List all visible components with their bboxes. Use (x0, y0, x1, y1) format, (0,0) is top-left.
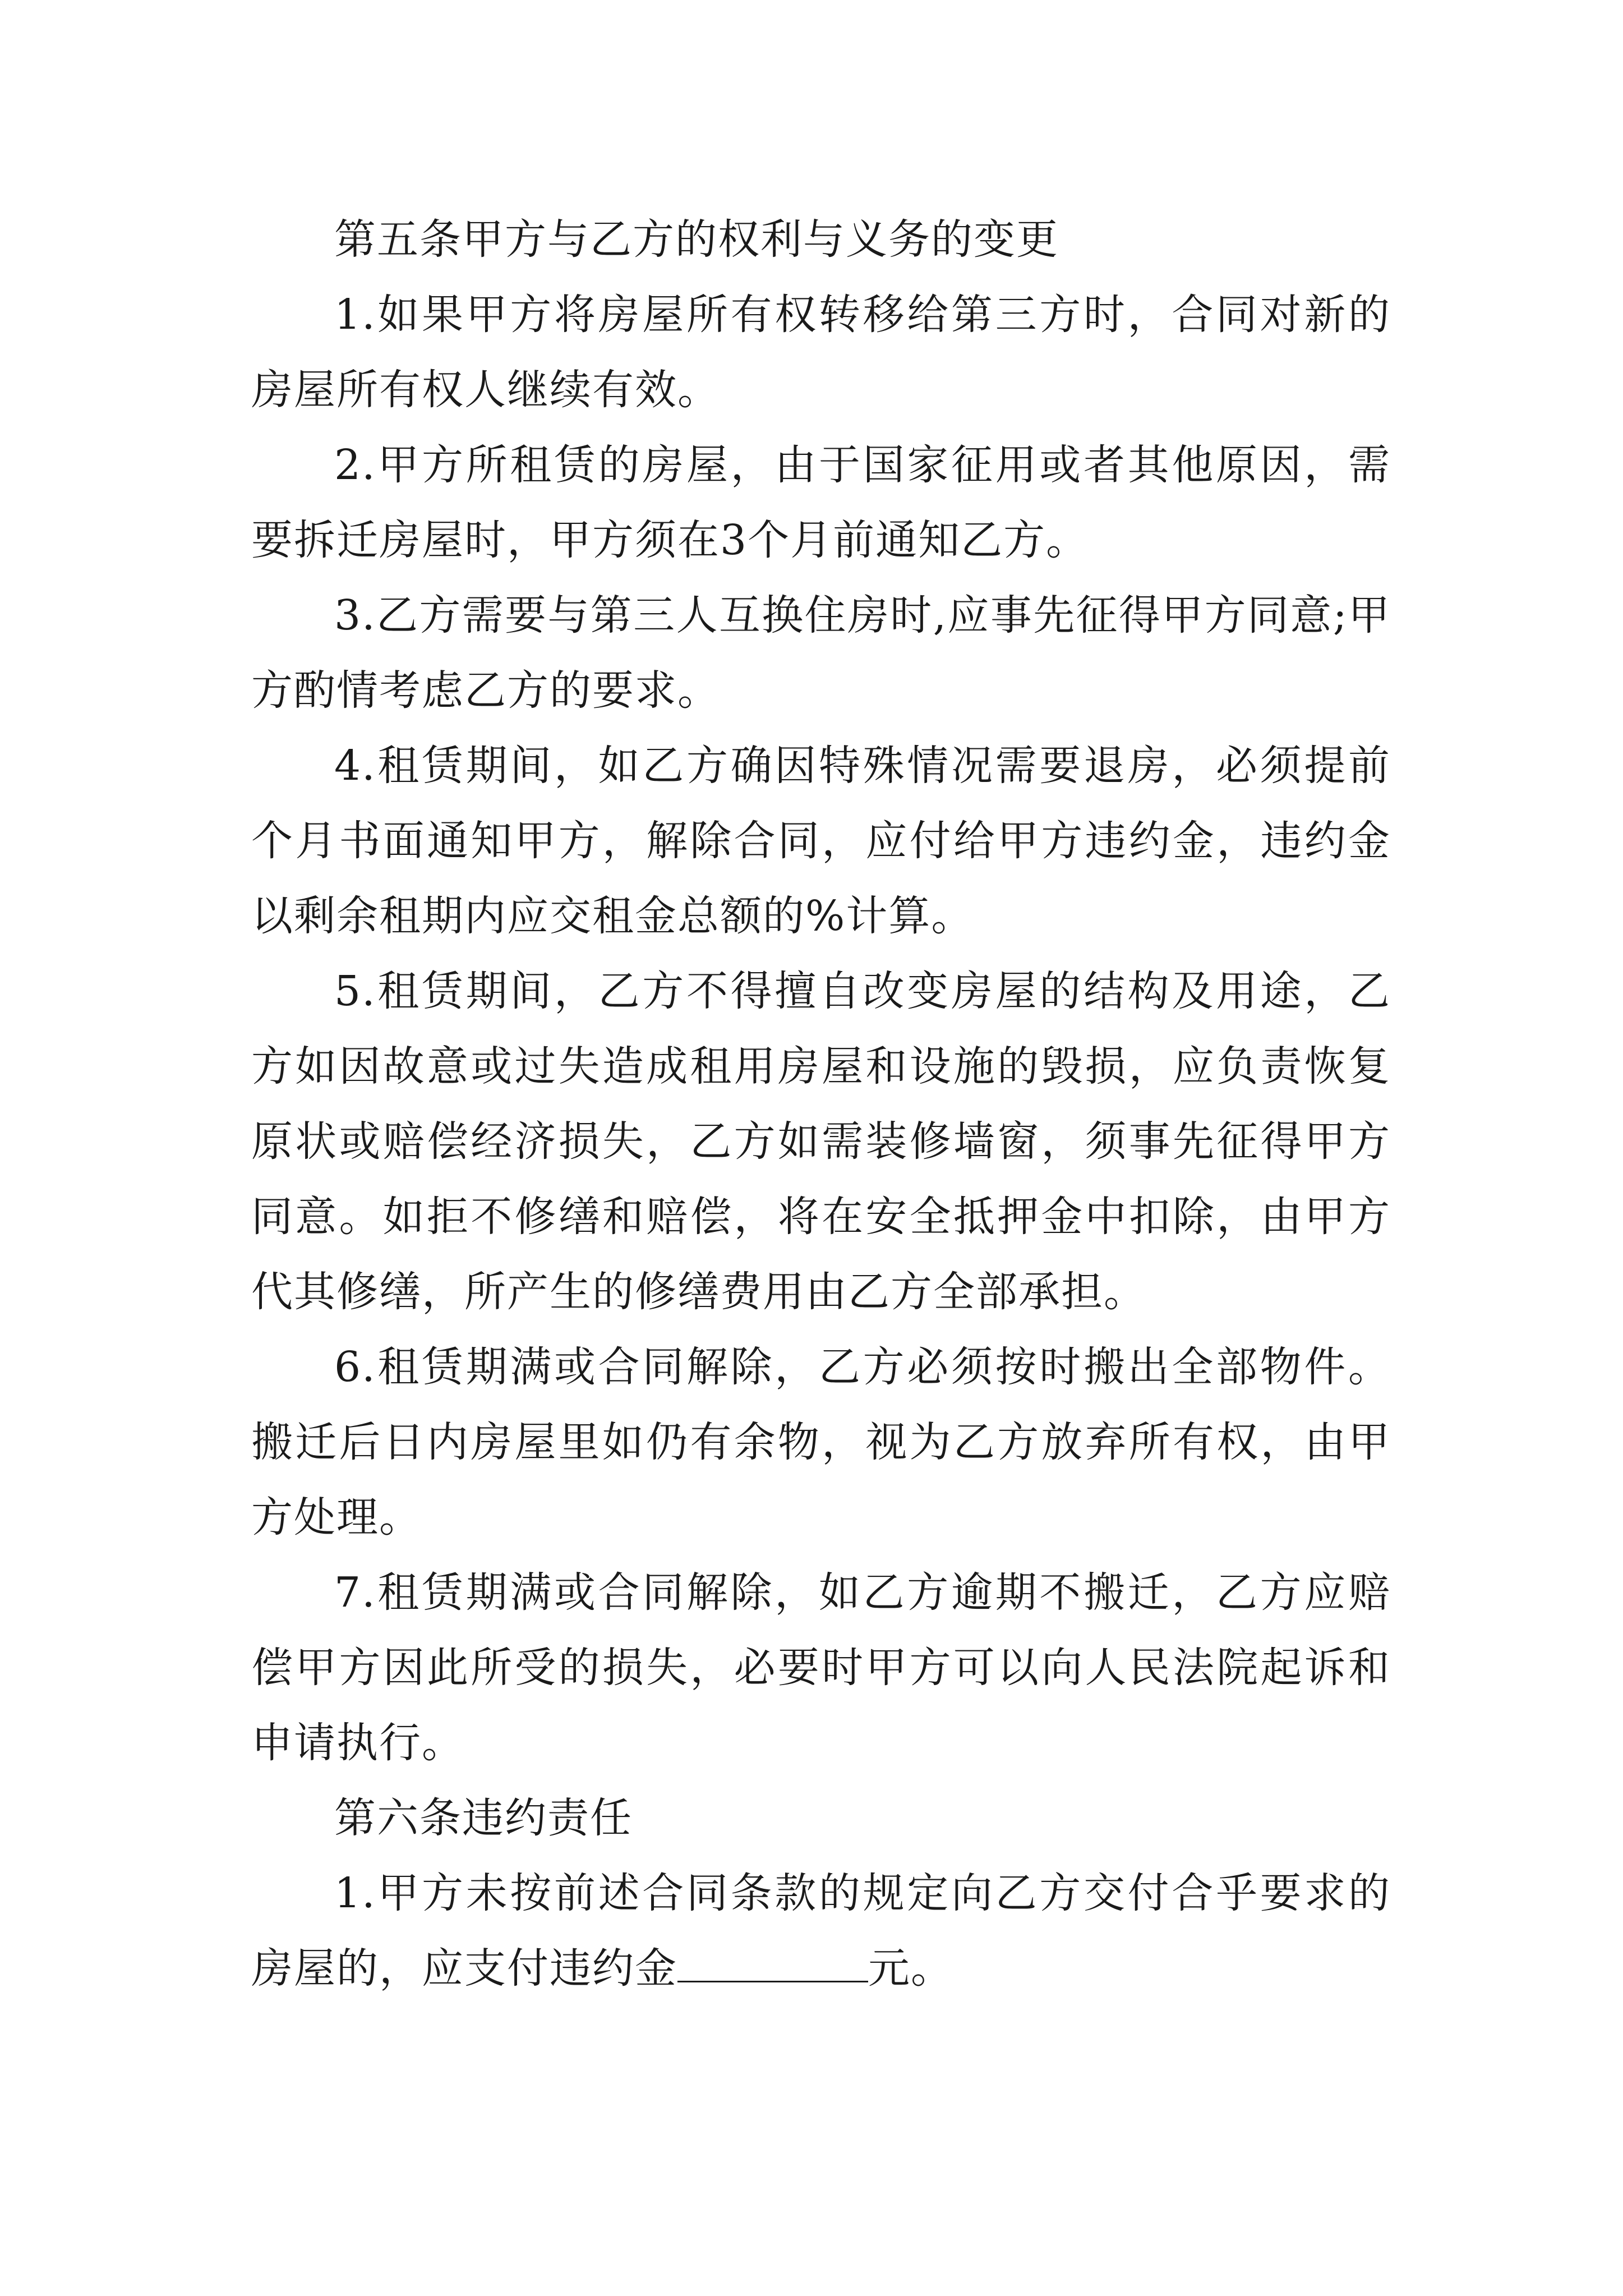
clause-5-2: 2.甲方所租赁的房屋，由于国家征用或者其他原因，需要拆迁房屋时，甲方须在3个月前通知乙方。 (251, 441, 1391, 564)
section-heading-6: 第六条违约责任 (334, 1794, 633, 1842)
clause-5-1: 1.如果甲方将房屋所有权转移给第三方时，合同对新的房屋所有权人继续有效。 (251, 291, 1391, 414)
clause-5-7: 7.租赁期满或合同解除，如乙方逾期不搬迁，乙方应赔偿甲方因此所受的损失，必要时甲方可以向人民法院起诉和申请执行。 (251, 1568, 1391, 1767)
document-body (251, 202, 1391, 2006)
clause-5-4: 4.租赁期间，如乙方确因特殊情况需要退房，必须提前个月书面通知甲方，解除合同，应付给甲方违约金，违约金以剩余租期内应交租金总额的%计算。 (251, 742, 1391, 940)
clause-5-6: 6.租赁期满或合同解除，乙方必须按时搬出全部物件。搬迁后日内房屋里如仍有余物，视为乙方放弃所有权，由甲方处理。 (251, 1343, 1391, 1542)
clause-6-1-suffix: 元。 (868, 1944, 953, 1993)
clause-6-1-text: 1.甲方未按前述合同条款的规定向乙方交付合乎要求的房屋的，应支付违约金 (251, 1869, 1391, 1993)
clause-5-3: 3.乙方需要与第三人互换住房时,应事先征得甲方同意;甲方酌情考虑乙方的要求。 (251, 591, 1391, 715)
clause-5-5: 5.租赁期间，乙方不得擅自改变房屋的结构及用途，乙方如因故意或过失造成租用房屋和设施的毁损，应负责恢复原状或赔偿经济损失，乙方如需装修墙窗，须事先征得甲方同意。如拒不修缮和赔偿，将在安全抵押金中扣除，由甲方代其修缮，所产生的修缮费用由乙方全部承担。 (251, 967, 1391, 1316)
section-heading-5: 第五条甲方与乙方的权利与义务的变更 (334, 215, 1059, 264)
fill-in-blank (677, 1941, 868, 1982)
clause-6-1 (251, 1856, 1391, 2006)
